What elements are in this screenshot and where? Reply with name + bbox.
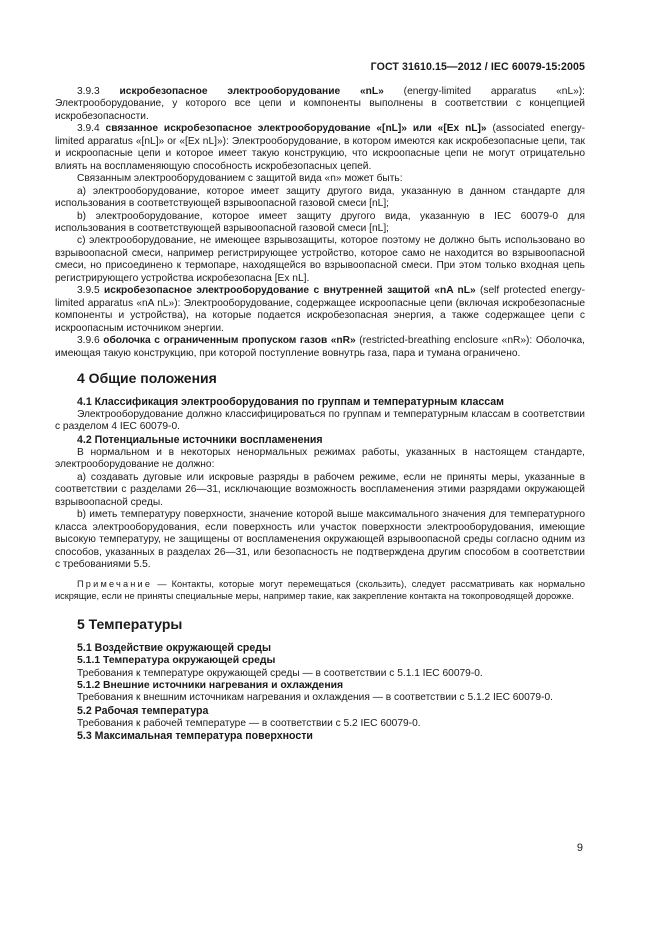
subsection-heading-5-2: 5.2 Рабочая температура xyxy=(77,704,209,717)
page-number: 9 xyxy=(576,842,583,854)
term: связанное искробезопасное электрооборудование «[nL]» или «[Ex nL]» xyxy=(105,123,487,135)
subsection-heading-5-3: 5.3 Максимальная температура поверхности xyxy=(77,730,313,743)
definition-3-9-4 xyxy=(55,123,585,173)
paragraph: Требования к внешним источникам нагревания и охлаждения — в соответствии с 5.1.2 IEC 60079-0. xyxy=(77,692,553,704)
standard-header: ГОСТ 31610.15—2012 / IEC 60079-15:2005 xyxy=(370,61,585,73)
list-item: а) создавать дуговые или искровые разряды в рабочем режиме, если не приняты меры, указанные в соответствии с разделами 26—31, исключающие возможность воспламенения этими разрядами окружающей взрывоопасной среды. xyxy=(55,471,585,508)
note xyxy=(55,579,585,602)
section-heading-5: 5 Температуры xyxy=(77,616,183,632)
subsection-heading-4-2: 4.2 Потенциальные источники воспламенения xyxy=(77,433,323,446)
paragraph: Требования к температуре окружающей среды — в соответствии с 5.1.1 IEC 60079-0. xyxy=(77,667,483,679)
term: оболочка с ограниченным пропуском газов «nR» xyxy=(103,335,356,347)
term: искробезопасное электрооборудование «nL» xyxy=(119,86,384,97)
clause-number: 3.9.5 xyxy=(77,285,105,297)
paragraph: Связанным электрооборудованием с защитой вида «n» может быть: xyxy=(77,173,403,185)
clause-number: 3.9.3 xyxy=(77,86,120,97)
subsection-heading-5-1: 5.1 Воздействие окружающей среды xyxy=(77,642,272,654)
list-item: b) иметь температуру поверхности, значение которой выше максимального значения для температурного класса электрооборудования, если поверхность или участок поверхности электрооборудования, имеющие высокую температуру, не защищены от воспламенения окружающей взрывоопасной среды согласно одним из способов, указанных в разделах 26—31, или безопасность не подтверждена другим способом в соответствии с требованиями 5.5. xyxy=(55,509,585,570)
paragraph: В нормальном и в некоторых ненормальных режимах работы, указанных в настоящем стандарте, электрооборудование не должно: xyxy=(55,446,585,471)
list-item: с) электрооборудование, не имеющее взрывозащиты, которое поэтому не должно быть использовано во взрывоопасной смеси, например регистрирующее устройство, которое само не находится во взрывоопасной смеси, но присоединено к термопаре, находящейся во взрывоопасной смеси. При этом только входная цепь регистрирующего устройства искробезопасна [Ex nL]. xyxy=(55,235,585,284)
definition-text: (self protected energy-limited apparatus «nA nL»): Электрооборудование, содержащее искроопасные цепи (включая искробезопасные компоненты и устройства), на которые подается искробезопасная энергия, а также содержащее цепи с искроопасным источником энергии. xyxy=(55,285,585,334)
note-label: Примечание xyxy=(77,579,153,590)
section-heading-4: 4 Общие положения xyxy=(77,369,217,386)
definition-3-9-5 xyxy=(55,285,585,335)
subsection-heading-5-1-1: 5.1.1 Температура окружающей среды xyxy=(77,655,276,666)
definition-text: (associated energy-limited apparatus «[nL]» or «[Ex nL]»): Электрооборудование, в котором имеются как искробезопасные цепи, так и искроопасные цепи и которое имеет такую конструкцию, что искроопасные цепи не могут отрицательно влиять на воспламеняющую способность искробезопасных цепей. xyxy=(55,123,585,172)
subsection-heading-4-1: 4.1 Классификация электрооборудования по группам и температурным классам xyxy=(77,395,505,408)
list-item: b) электрооборудование, которое имеет защиту другого вида, указанную в IEC 60079-0 для использования в соответствующей взрывоопасной газовой смеси [nL]; xyxy=(55,210,585,234)
clause-number: 3.9.4 xyxy=(77,123,106,135)
clause-number: 3.9.6 xyxy=(77,335,104,347)
page-content xyxy=(55,86,585,743)
definition-text: (restricted-breathing enclosure «nR»): Оболочка, имеющая такую конструкцию, при которой поступление вовнутрь газа, пара и тумана ограничено. xyxy=(55,335,585,359)
paragraph: Электрооборудование должно классифицироваться по группам и температурным классам в соответствии с разделом 4 IEC 60079-0. xyxy=(55,408,585,433)
definition-3-9-3 xyxy=(55,86,585,123)
list-item: а) электрооборудование, которое имеет защиту другого вида, указанную в данном стандарте для использования в соответствующей взрывоопасной газовой смеси [nL]; xyxy=(55,185,585,210)
paragraph: Требования к рабочей температуре — в соответствии с 5.2 IEC 60079-0. xyxy=(77,717,421,729)
definition-3-9-6 xyxy=(55,335,585,360)
note-text: — Контакты, которые могут перемещаться (скользить), следует рассматривать как нормально искрящие, если не приняты специальные меры, например такие, как закрепление контакта на токопроводящей дорожке. xyxy=(55,579,585,601)
definition-text: (energy-limited apparatus «nL»): Электрооборудование, у которого все цепи и компоненты выполнены в соответствии с концепцией искробезопасности. xyxy=(55,86,585,122)
subsection-heading-5-1-2: 5.1.2 Внешние источники нагревания и охлаждения xyxy=(77,679,344,691)
term: искробезопасное электрооборудование с внутренней защитой «nA nL» xyxy=(104,285,476,297)
